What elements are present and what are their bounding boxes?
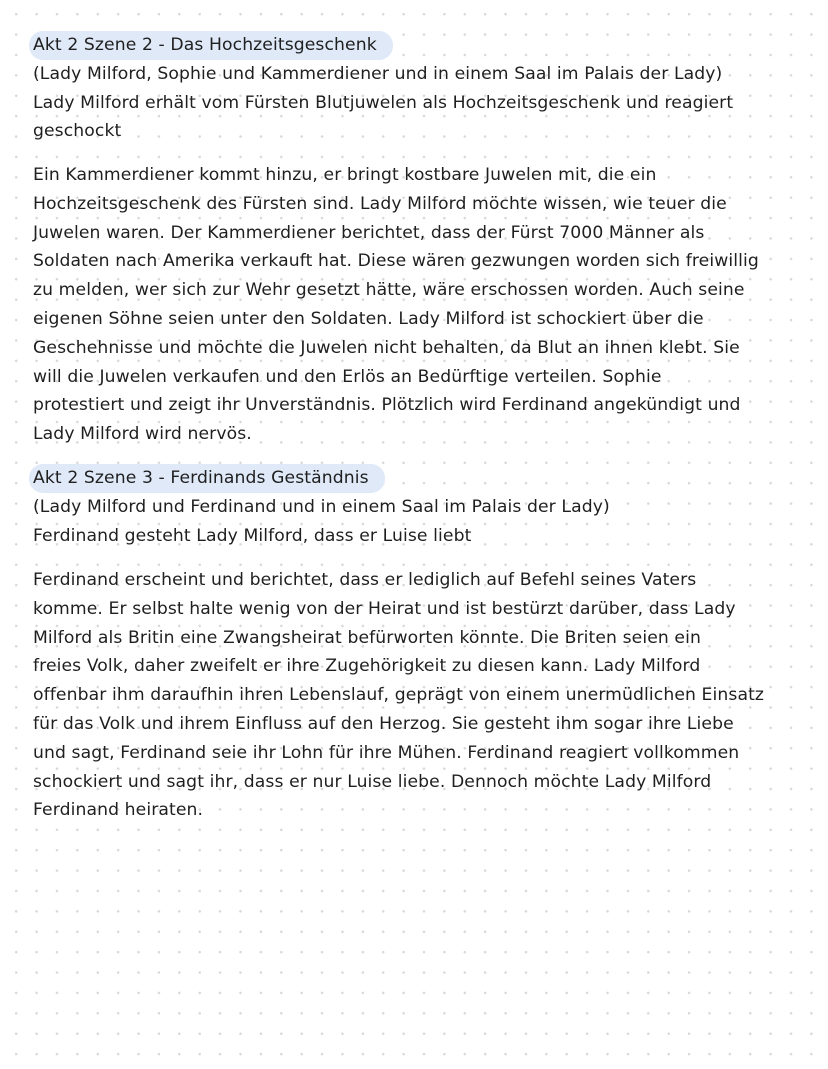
scene2-setting: (Lady Milford, Sophie und Kammerdiener und in einem Saal im Palais der Lady) [33,63,723,84]
scene3-body-line: schockiert und sagt ihr, dass er nur Luise liebe. Dennoch möchte Lady Milford [33,771,712,792]
scene3-body-line: offenbar ihm daraufhin ihren Lebenslauf, geprägt von einem unermüdlichen Einsatz [33,685,765,706]
scene3-heading: Akt 2 Szene 3 - Ferdinands Geständnis [29,464,385,493]
scene2-body-line: protestiert und zeigt ihr Unverständnis. Plötzlich wird Ferdinand angekündigt und [33,395,741,416]
scene2-summary-line: geschockt [33,121,122,142]
scene3-header-block [33,464,793,550]
scene2-body-line: Ein Kammerdiener kommt hinzu, er bringt kostbare Juwelen mit, die ein [33,165,657,185]
scene2-body-line: Geschehnisse und möchte die Juwelen nicht behalten, da Blut an ihnen klebt. Sie [33,337,740,358]
scene2-body [33,161,793,449]
scene3-body [33,566,793,825]
scene3-summary-line: Ferdinand gesteht Lady Milford, dass er Luise liebt [33,525,472,546]
scene2-summary-line: Lady Milford erhält vom Fürsten Blutjuwelen als Hochzeitsgeschenk und reagiert [33,92,734,113]
scene3-body-line: für das Volk und ihrem Einfluss auf den Herzog. Sie gesteht ihm sogar ihre Liebe [33,713,734,734]
scene3-body-line: Ferdinand erscheint und berichtet, dass er lediglich auf Befehl seines Vaters [33,570,697,590]
scene2-body-line: Hochzeitsgeschenk des Fürsten sind. Lady Milford möchte wissen, wie teuer die [33,193,727,214]
scene2-body-line: zu melden, wer sich zur Wehr gesetzt hätte, wäre erschossen worden. Auch seine [33,280,745,301]
scene2-body-line: Soldaten nach Amerika verkauft hat. Diese wären gezwungen worden sich freiwillig [33,251,759,272]
scene2-heading: Akt 2 Szene 2 - Das Hochzeitsgeschenk [29,31,393,60]
scene2-body-line: eigenen Söhne seien unter den Soldaten. Lady Milford ist schockiert über die [33,308,704,329]
scene2-body-line: Lady Milford wird nervös. [33,424,252,445]
scene3-body-line: komme. Er selbst halte wenig von der Heirat und ist bestürzt darüber, dass Lady [33,598,736,619]
scene3-setting: (Lady Milford und Ferdinand und in einem Saal im Palais der Lady) [33,496,610,517]
scene3-body-line: Ferdinand heiraten. [33,800,204,821]
scene3-body-line: freies Volk, daher zweifelt er ihre Zugehörigkeit zu diesen kann. Lady Milford [33,656,701,677]
scene3-body-line: Milford als Britin eine Zwangsheirat befürworten könnte. Die Briten seien ein [33,627,701,648]
scene3-body-line: und sagt, Ferdinand seie ihr Lohn für ihre Mühen. Ferdinand reagiert vollkommen [33,742,740,763]
scene2-header-block [33,31,793,146]
scene2-body-line: Juwelen waren. Der Kammerdiener berichtet, dass der Fürst 7000 Männer als [33,222,705,243]
scene2-body-line: will die Juwelen verkaufen und den Erlös an Bedürftige verteilen. Sophie [33,366,662,387]
